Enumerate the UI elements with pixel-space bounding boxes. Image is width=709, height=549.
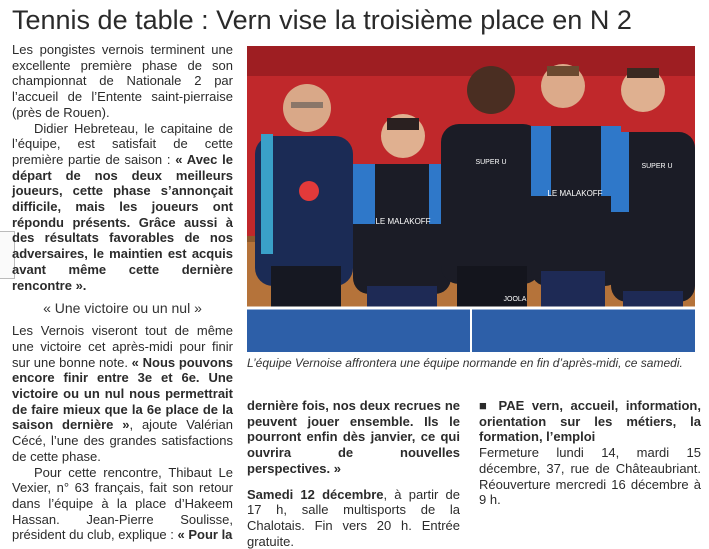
paragraph	[12, 465, 233, 544]
shirt-text: LE MALAKOFF	[547, 189, 603, 198]
event-date: Samedi 12 décembre	[247, 486, 384, 502]
team-photo	[247, 46, 695, 352]
headline: Tennis de table : Vern vise la troisième place en N 2	[12, 5, 632, 35]
article-column-1	[12, 42, 233, 543]
text-run: Les Vernois viseront tout de même une victoire cet après-midi pour finir sur une bonne note.	[12, 323, 233, 370]
text-run: Pour cette rencontre, Thibaut Le Vexier, n° 63 français, fait son retour dans l’équipe à la place d’Hakeem Hassan. Jean-Pierre Soulisse, président du club, explique :	[12, 464, 233, 543]
quote-text: « Nous pouvons encore finir entre 3e et 6e. Une victoire ou un nul nous permettrait de faire mieux que la 6e place de la saison dernière »	[12, 354, 233, 433]
quote-text: « Pour la	[177, 527, 233, 543]
subheading: « Une victoire ou un nul »	[43, 300, 202, 317]
quote-text: « Avec le départ de nos deux meilleurs joueurs, cette phase s’annonçait difficile, mais les joueurs ont répondu présents. Grâce aussi à des résultats favorables de nos adversaires, le maintien est acquis avant même cette dernière rencontre ».	[12, 151, 233, 293]
shirt-text: SUPER U	[641, 163, 673, 170]
article-column-2	[247, 398, 460, 549]
shirt-text: LE MALAKOFF	[375, 217, 431, 226]
brief-body: Fermeture lundi 14, mardi 15 décembre, 37, rue de Châteaubriant. Réouverture mercredi 16 décembre à 9 h.	[479, 445, 701, 508]
paragraph	[12, 121, 233, 294]
text-run: , à partir de 17 h, salle multisports de la Chalotais. Fin vers 20 h. Entrée gratuite.	[247, 486, 460, 549]
shorts-text: JOOLA	[503, 296, 527, 303]
text-run: Didier Hebreteau, le capitaine de l’équipe, est satisfait de cette première partie de saison :	[12, 120, 233, 167]
paragraph	[12, 323, 233, 464]
shirt-text: SUPER U	[475, 159, 507, 166]
photo-caption: L’équipe Vernoise affrontera une équipe normande en fin d’après-midi, ce samedi.	[247, 356, 683, 370]
text-run: , ajoute Valérian Cécé, l’une des grandes satisfactions de cette phase.	[12, 417, 233, 464]
brief-column	[479, 398, 701, 508]
brief-title	[479, 398, 701, 445]
bullet-icon: ■	[479, 398, 491, 413]
paragraph: Les pongistes vernois terminent une excellente première phase de son championnat de Nationale 2 par l’accueil de l’Entente saint-pierraise (près de Rouen).	[12, 42, 233, 120]
paragraph	[247, 487, 460, 549]
paragraph: dernière fois, nos deux recrues ne peuvent jouer ensemble. Ils le pourront enfin dès janvier, ce qui ouvrira de nouvelles perspectives. »	[247, 398, 460, 476]
brief-heading: PAE vern, accueil, information, orientation sur les métiers, la formation, l’emploi	[479, 398, 701, 445]
team-photo-illustration	[247, 46, 695, 352]
